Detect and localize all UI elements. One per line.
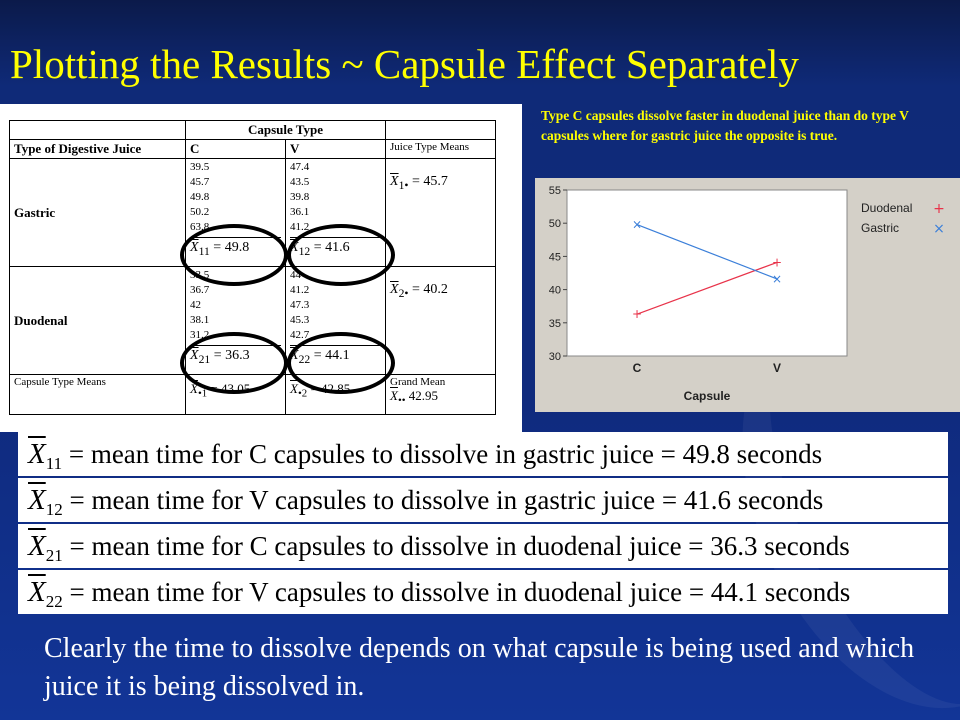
duodenal-v-value: 42.7 [290,329,310,341]
table-corner-right [386,121,496,140]
y-tick-label: 40 [548,284,561,297]
formula-row-x22: $\overline{X}_{22}$ = mean time for V capsules to dissolve in duodenal juice = 44.1 seconds [18,570,948,614]
gastric-v-value: 36.1 [290,206,310,218]
capsule-type-header: Capsule Type [186,121,386,140]
table-corner [10,121,186,140]
gastric-juice-mean-cell [386,159,496,267]
highlight-ellipse-x11 [180,224,288,286]
formula-row-x21: $\overline{X}_{21}$ = mean time for C capsules to dissolve in duodenal juice = 36.3 seconds [18,524,948,568]
x-axis-label: Capsule [683,389,731,403]
formula-list [18,432,948,616]
data-point-duodenal: + [771,255,783,270]
y-tick-label: 50 [548,218,561,231]
highlight-ellipse-x12 [287,224,395,286]
data-point-gastric: × [771,271,783,286]
row-gastric-label: Gastric [10,159,186,267]
legend-label-duodenal: Duodenal [861,201,913,215]
y-tick-label: 30 [548,351,561,363]
duodenal-c-value: 38.1 [190,314,210,326]
grand-mean-cell [386,375,496,415]
y-tick-label: 35 [548,317,561,330]
legend-marker-gastric: × [933,221,945,237]
duodenal-c-value: 36.7 [190,284,210,296]
highlight-ellipse-x21 [180,332,288,394]
conclusion-text: Clearly the time to dissolve depends on what capsule is being used and which juice it is being dissolved in. [44,633,915,702]
plot-area [567,190,847,356]
y-tick-label: 45 [548,251,561,264]
interaction-plot-panel [535,178,960,412]
col-v-header: V [286,140,386,159]
duodenal-juice-mean-cell [386,267,496,375]
row-duodenal-label: Duodenal [10,267,186,375]
highlight-ellipse-x22 [287,332,395,394]
mean-x21: $\overline{X}_{21} = 36.3$ [190,345,281,366]
duodenal-c-value: 33.5 [190,269,210,281]
duodenal-v-value: 45.3 [290,314,310,326]
col-c-header: C [186,140,286,159]
gastric-c-value: 50.2 [190,206,210,218]
duodenal-c-value: 31.2 [190,329,210,341]
data-point-gastric: × [631,217,643,232]
gastric-v-value: 41.2 [290,221,310,233]
slide-title: Plotting the Results ~ Capsule Effect Separately [10,41,799,87]
interaction-plot [535,178,960,412]
gastric-c-value: 63.8 [190,221,210,233]
y-tick-label: 55 [548,185,561,197]
gastric-v-value: 47.4 [290,161,310,173]
mean-c-total: $\overline{X}_{•1} = 43.05$ [186,375,286,415]
mean-x22: $\overline{X}_{22} = 44.1$ [290,345,381,366]
legend-marker-duodenal: + [933,201,945,217]
juice-type-header: Type of Digestive Juice [10,140,186,159]
juice-means-header: Juice Type Means [386,140,496,159]
mean-x12: $\overline{X}_{12} = 41.6$ [290,237,381,258]
x-tick-label: C [632,361,642,375]
mean-x1: $\overline{X}_{1•} = 45.7$ [390,174,448,192]
legend-label-gastric: Gastric [861,221,900,235]
gastric-c-value: 45.7 [190,176,210,188]
capsule-means-label: Capsule Type Means [10,375,186,415]
data-point-duodenal: + [631,307,643,322]
duodenal-v-value: 41.2 [290,284,310,296]
x-tick-label: V [772,361,782,375]
mean-x11: $\overline{X}_{11} = 49.8$ [190,237,281,258]
grand-mean-label: Grand Mean [390,376,446,388]
duodenal-v-value: 47.3 [290,299,310,311]
formula-row-x11: $\overline{X}_{11}$ = mean time for C capsules to dissolve in gastric juice = 49.8 seconds [18,432,948,476]
gastric-c-value: 39.5 [190,161,210,173]
formula-row-x12: $\overline{X}_{12}$ = mean time for V capsules to dissolve in gastric juice = 41.6 seconds [18,478,948,522]
duodenal-c-value: 42 [190,299,201,311]
capsule-table-panel [0,104,522,432]
gastric-v-value: 43.5 [290,176,310,188]
interaction-note: Type C capsules dissolve faster in duodenal juice than do type V capsules where for gastric juice the opposite is true. [541,108,909,143]
mean-v-total: $\overline{X}_{•2} = 42.85$ [286,375,386,415]
grand-mean-value: $\overline{X}_{••}$ 42.95 [390,388,439,407]
mean-x2: $\overline{X}_{2•} = 40.2$ [390,282,448,300]
gastric-c-value: 49.8 [190,191,210,203]
duodenal-v-value: 44 [290,269,301,281]
gastric-v-value: 39.8 [290,191,310,203]
